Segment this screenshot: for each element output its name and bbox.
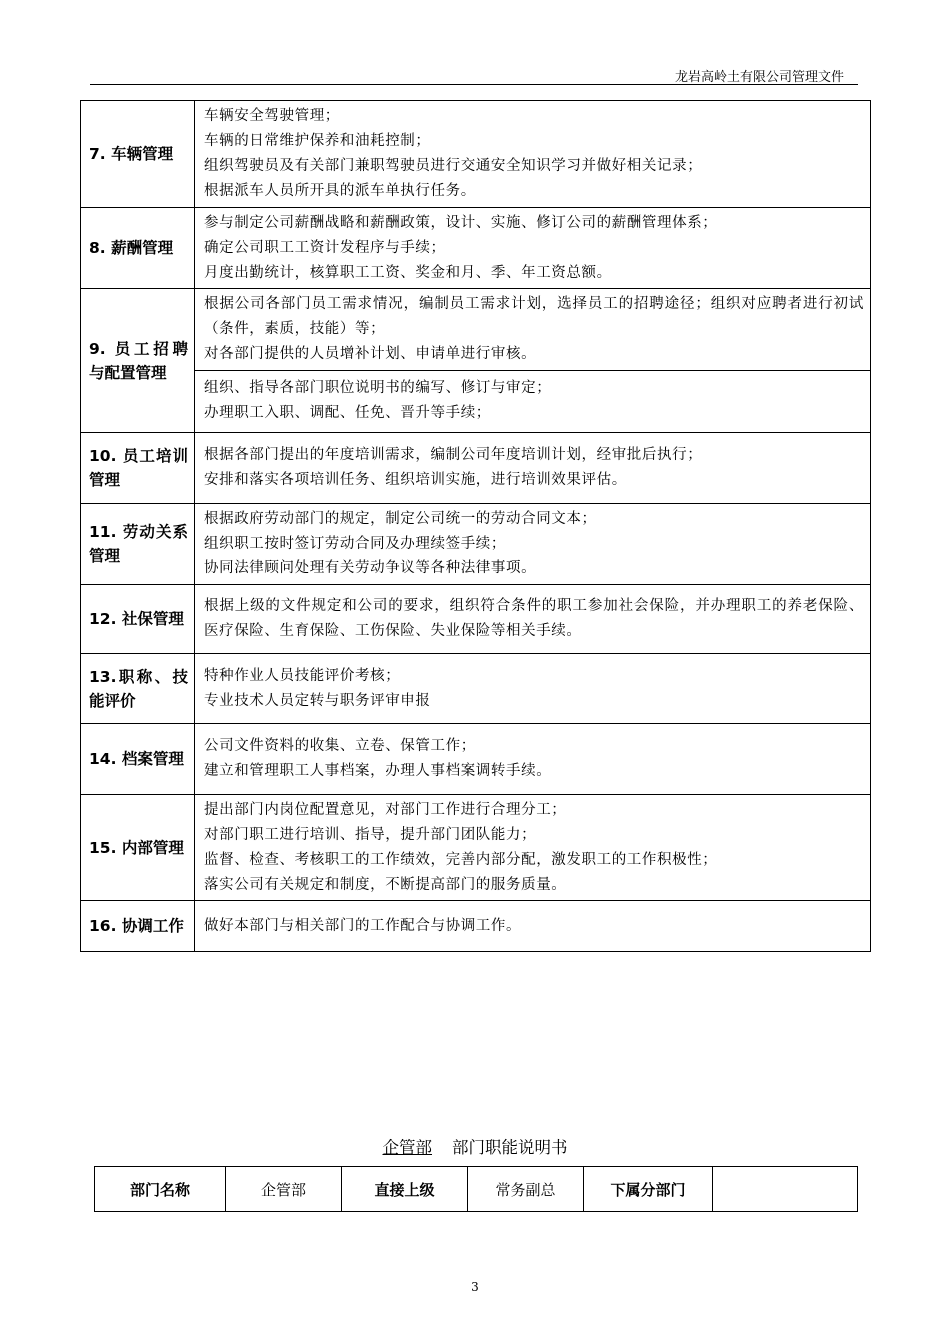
subordinate-label: 下属分部门	[584, 1167, 713, 1212]
header-company-text: 龙岩高岭土有限公司管理文件	[674, 70, 844, 85]
page-number: 3	[471, 1280, 479, 1294]
duty-category: 16. 协调工作	[81, 901, 195, 952]
dept-name-label: 部门名称	[95, 1167, 226, 1212]
duty-category: 8. 薪酬管理	[81, 208, 195, 289]
duty-line: 安排和落实各项培训任务、组织培训实施，进行培训效果评估。	[204, 471, 627, 488]
duty-line: 建立和管理职工人事档案，办理人事档案调转手续。	[204, 763, 552, 780]
duty-description	[195, 724, 871, 795]
duty-row	[81, 101, 871, 208]
duty-description	[195, 503, 871, 584]
duty-line: 车辆安全驾驶管理；	[204, 108, 340, 125]
duty-line: 提出部门内岗位配置意见，对部门工作进行合理分工；	[204, 802, 567, 819]
duty-line: 车辆的日常维护保养和油耗控制；	[204, 133, 431, 150]
dept-name-value: 企管部	[226, 1167, 342, 1212]
duty-description	[195, 208, 871, 289]
superior-value: 常务副总	[468, 1167, 584, 1212]
duty-row	[81, 901, 871, 952]
duty-line: 根据各部门提出的年度培训需求，编制公司年度培训计划，经审批后执行；	[204, 446, 703, 463]
duty-line: 确定公司职工工资计发程序与手续；	[204, 239, 446, 256]
duty-category: 13.职称、技能评价	[81, 654, 195, 724]
duty-description	[195, 101, 871, 208]
duty-category: 12. 社保管理	[81, 585, 195, 654]
duty-line: 根据派车人员所开具的派车单执行任务。	[204, 182, 476, 199]
duty-description	[195, 432, 871, 503]
duty-description	[195, 585, 871, 654]
duty-row	[81, 654, 871, 724]
duty-line: 参与制定公司薪酬战略和薪酬政策，设计、实施、修订公司的薪酬管理体系；	[204, 215, 718, 231]
duty-row	[81, 208, 871, 289]
duty-line: 组织驾驶员及有关部门兼职驾驶员进行交通安全知识学习并做好相关记录；	[204, 158, 703, 174]
duty-row	[81, 585, 871, 654]
duty-line: 根据上级的文件规定和公司的要求，组织符合条件的职工参加社会保险，并办理职工的养老保险、医疗保险、生育保险、工伤保险、失业保险等相关手续。	[204, 598, 864, 640]
duty-description	[195, 901, 871, 952]
superior-label: 直接上级	[342, 1167, 468, 1212]
duty-row	[81, 503, 871, 584]
duty-description	[195, 654, 871, 724]
duty-category: 9. 员工招聘与配置管理	[81, 289, 195, 432]
subordinate-value	[713, 1167, 858, 1212]
duty-description	[195, 370, 871, 432]
duty-line: 组织、指导各部门职位说明书的编写、修订与审定；	[204, 380, 552, 397]
duty-row	[81, 370, 871, 432]
dept-info-row	[95, 1167, 858, 1212]
duty-line: 做好本部门与相关部门的工作配合与协调工作。	[204, 917, 522, 934]
duty-line: 公司文件资料的收集、立卷、保管工作；	[204, 738, 476, 755]
duty-category: 15. 内部管理	[81, 795, 195, 901]
duty-line: 月度出勤统计，核算职工工资、奖金和月、季、年工资总额。	[204, 264, 612, 281]
duty-line: 落实公司有关规定和制度，不断提高部门的服务质量。	[204, 876, 567, 893]
duty-category: 7. 车辆管理	[81, 101, 195, 208]
duty-line: 特种作业人员技能评价考核；	[204, 667, 401, 684]
duty-line: 对部门职工进行培训、指导，提升部门团队能力；	[204, 826, 537, 843]
form-title	[0, 1134, 950, 1158]
duty-category: 10. 员工培训管理	[81, 432, 195, 503]
duty-row	[81, 289, 871, 370]
duty-description	[195, 289, 871, 370]
duty-line: 组织职工按时签订劳动合同及办理续签手续；	[204, 535, 506, 552]
duty-row	[81, 432, 871, 503]
document-header	[90, 66, 858, 85]
duty-category: 14. 档案管理	[81, 724, 195, 795]
duty-category: 11. 劳动关系管理	[81, 503, 195, 584]
duty-description	[195, 795, 871, 901]
duty-line: 根据政府劳动部门的规定，制定公司统一的劳动合同文本；	[204, 510, 597, 527]
form-title-dept: 企管部	[382, 1138, 432, 1157]
duty-line: 监督、检查、考核职工的工作绩效，完善内部分配，激发职工的工作积极性；	[204, 851, 718, 868]
duties-table	[80, 100, 871, 952]
duty-line: 对各部门提供的人员增补计划、申请单进行审核。	[204, 345, 537, 362]
dept-info-table	[94, 1166, 858, 1212]
duty-line: 根据公司各部门员工需求情况，编制员工需求计划，选择员工的招聘途径；组织对应聘者进行初试（条件，素质，技能）等；	[204, 296, 864, 338]
duty-line: 办理职工入职、调配、任免、晋升等手续；	[204, 405, 491, 422]
duty-row	[81, 795, 871, 901]
duty-line: 协同法律顾问处理有关劳动争议等各种法律事项。	[204, 560, 537, 577]
duty-line: 专业技术人员定转与职务评审申报	[204, 692, 431, 709]
form-title-text: 部门职能说明书	[452, 1138, 568, 1157]
duty-row	[81, 724, 871, 795]
